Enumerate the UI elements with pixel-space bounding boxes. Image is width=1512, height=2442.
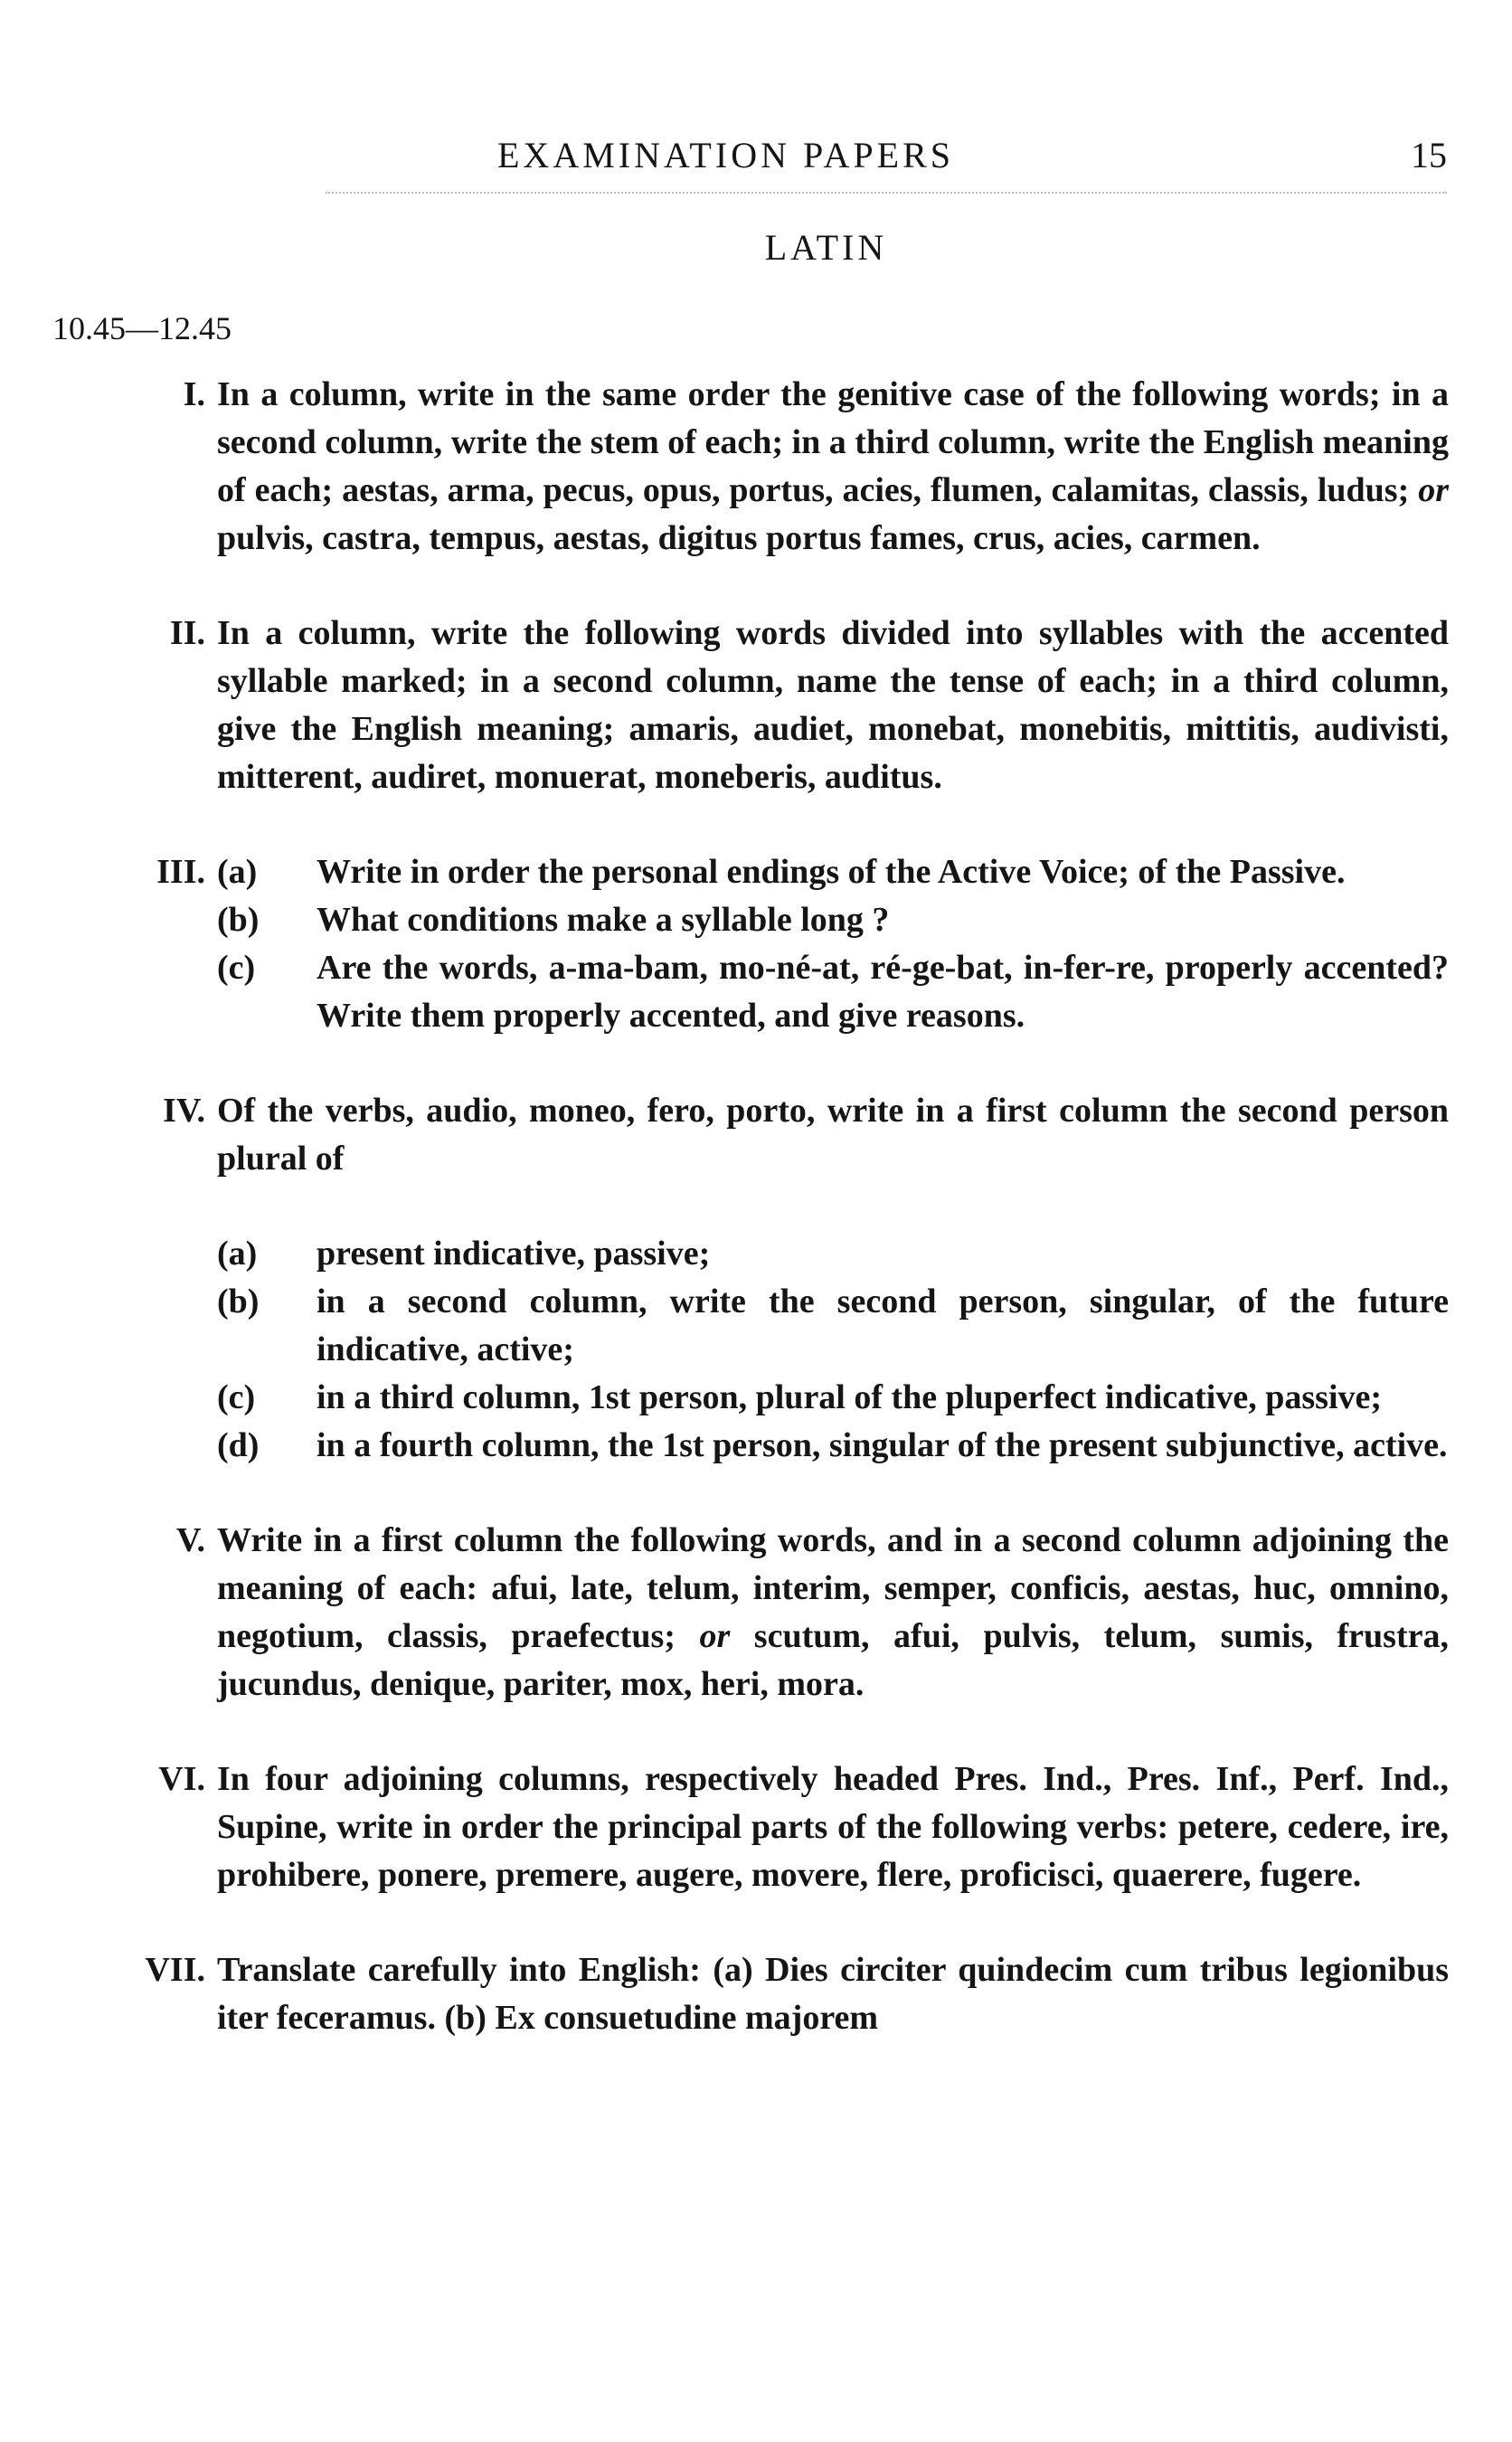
subquestion-text: Write in order the personal endings of the Active Voice; of the Passive. — [317, 853, 1346, 891]
subquestion-label: (c) — [217, 949, 256, 987]
subquestion-text: What conditions make a syllable long ? — [317, 901, 890, 939]
or-word: or — [699, 1617, 731, 1655]
subquestion-b — [217, 1278, 1449, 1374]
question-text-part: Write in a first column the following words, and in a second column adjoining the meaning of each: afui, late, telum, interim, semper, conficis, aestas, huc, omnino, negotium, classis, praefectus; — [217, 1521, 1449, 1655]
running-title: EXAMINATION PAPERS — [497, 135, 955, 175]
subquestion-label: (d) — [217, 1426, 260, 1464]
question-2 — [0, 610, 1512, 801]
question-number: V. — [175, 1521, 205, 1559]
question-number: VI. — [158, 1760, 205, 1798]
exam-time: 10.45—12.45 — [52, 310, 232, 346]
question-number: II. — [169, 614, 205, 652]
subquestion-a — [217, 1230, 1449, 1278]
subquestion-text: present indicative, passive; — [317, 1235, 711, 1273]
subquestion-text: Are the words, a-ma-bam, mo-né-at, ré-ge-bat, in-fer-re, properly accented? Write them properly accented, and give reasons. — [317, 949, 1449, 1035]
question-text: In four adjoining columns, respectively headed Pres. Ind., Pres. Inf., Perf. Ind., Supine, write in order the principal parts of the following verbs: petere, cedere, ire, prohibere, ponere, premere, augere, movere, flere, proficisci, quaerere, fugere. — [217, 1760, 1449, 1894]
question-text — [217, 371, 1449, 563]
question-number: VII. — [145, 1951, 205, 1989]
question-number: III. — [156, 853, 205, 891]
subquestion-text: in a third column, 1st person, plural of the pluperfect indicative, passive; — [317, 1378, 1383, 1416]
subquestion-c — [217, 944, 1449, 1040]
subquestion-label: (b) — [217, 901, 260, 939]
subquestion-c — [217, 1374, 1449, 1422]
running-head — [208, 134, 1447, 188]
subquestion-label: (a) — [217, 1235, 258, 1273]
subquestion-label: (b) — [217, 1283, 260, 1320]
question-number: IV. — [163, 1092, 205, 1130]
page-number: 15 — [1411, 135, 1447, 175]
question-number: I. — [183, 375, 205, 413]
subquestion-label: (a) — [217, 853, 258, 891]
question-text-part: pulvis, castra, tempus, aestas, digitus portus fames, crus, acies, carmen. — [217, 519, 1261, 557]
question-4 — [0, 1087, 1512, 1470]
spacer — [0, 1183, 1512, 1230]
question-text-part: In a column, write in the same order the genitive case of the following words; in a second column, write the stem of each; in a third column, write the English meaning of each; aestas, arma, pecus, opus, portus, acies, flumen, calamitas, classis, ludus; — [217, 375, 1449, 509]
subquestion-a — [217, 848, 1449, 896]
question-6 — [0, 1756, 1512, 1899]
question-text — [217, 1517, 1449, 1708]
subquestion-b — [217, 896, 1449, 944]
subquestion-text: in a second column, write the second person, singular, of the future indicative, active; — [317, 1283, 1449, 1368]
header-rule — [326, 192, 1447, 194]
question-7 — [0, 1946, 1512, 2042]
subquestion-text: in a fourth column, the 1st person, singular of the present subjunctive, active. — [317, 1426, 1448, 1464]
or-word: or — [1418, 471, 1449, 509]
subquestion-d — [217, 1422, 1449, 1470]
question-text: Of the verbs, audio, moneo, fero, porto, write in a first column the second person plural of — [217, 1092, 1449, 1178]
subquestion-label: (c) — [217, 1378, 256, 1416]
question-list — [0, 371, 1512, 2042]
question-3 — [0, 848, 1512, 1040]
section-title: LATIN — [764, 227, 888, 268]
question-5 — [0, 1517, 1512, 1708]
question-text: Translate carefully into English: (a) Dies circiter quindecim cum tribus legionibus iter feceramus. (b) Ex consuetudine majorem — [217, 1951, 1449, 2037]
question-text-part: scutum, afui, pulvis, telum, sumis, frustra, jucundus, denique, pariter, mox, heri, mora. — [217, 1617, 1449, 1703]
question-1 — [0, 371, 1512, 563]
question-text: In a column, write the following words divided into syllables with the accented syllable marked; in a second column, name the tense of each; in a third column, give the English meaning; amaris, audiet, monebat, monebitis, mittitis, audivisti, mitterent, audiret, monuerat, moneberis, auditus. — [217, 614, 1449, 796]
